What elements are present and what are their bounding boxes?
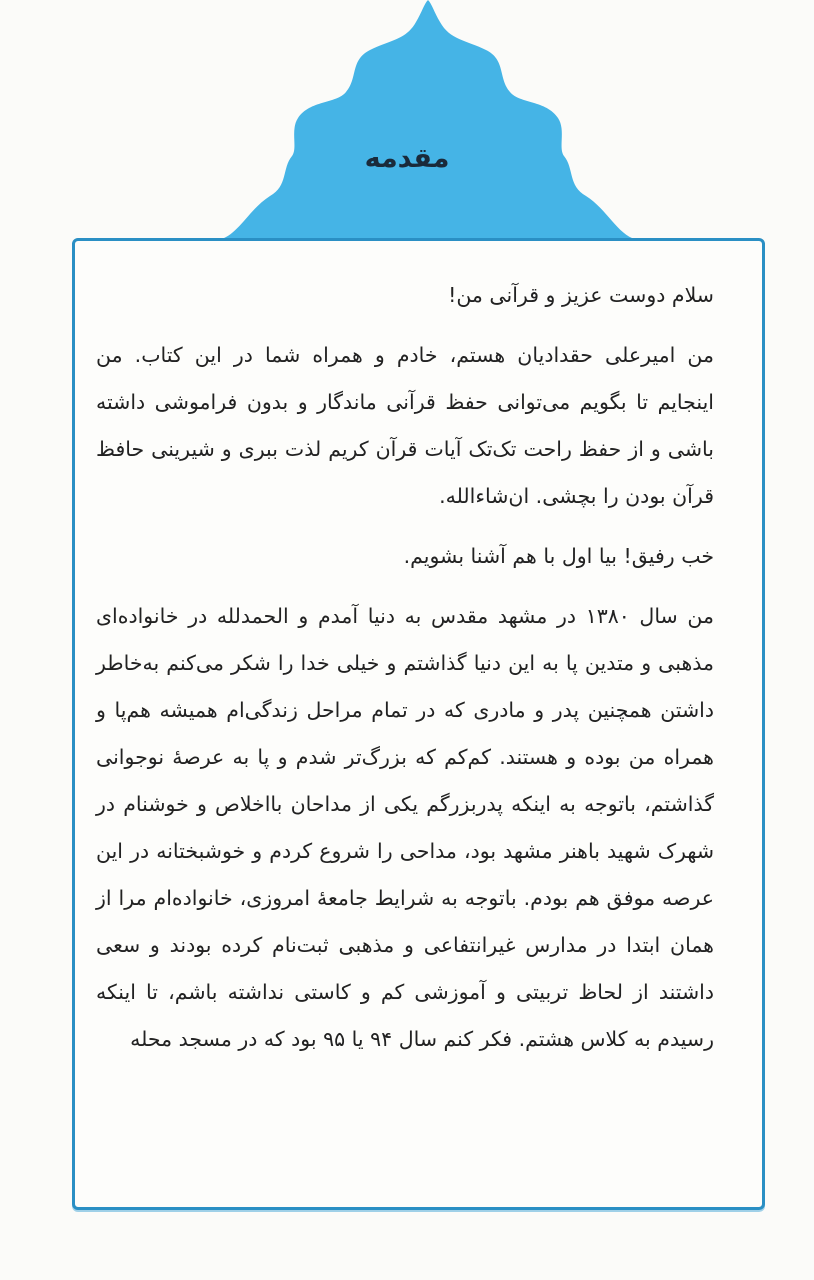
page-title: مقدمه (364, 143, 450, 174)
dome-header-ornament (218, 0, 638, 250)
body-text (96, 272, 714, 1076)
paragraph-introduction: من امیرعلی حقدادیان هستم، خادم و همراه شما در این کتاب. من اینجایم تا بگویم می‌توانی حفظ قرآنی ماندگار و بدون فراموشی داشته باشی و از حفظ راحت تک‌تک آیات قرآن کریم لذت ببری و شیرینی حافظ قرآن بودن را بچشی. ان‌شاءالله. (96, 343, 714, 508)
paragraph-lets-meet: خب رفیق! بیا اول با هم آشنا بشویم. (403, 544, 714, 568)
dome-shape (218, 0, 638, 240)
paragraph-greeting: سلام دوست عزیز و قرآنی من! (448, 283, 714, 307)
paragraph-biography: من سال ۱۳۸۰ در مشهد مقدس به دنیا آمدم و الحمدلله در خانواده‌ای مذهبی و متدین پا به این دنیا گذاشتم و خیلی خدا را شکر می‌کنم به‌خاطر داشتن همچنین پدر و مادری که در تمام مراحل زندگی‌ام همیشه هم‌پا و همراه من بوده و هستند. کم‌کم که بزرگ‌تر شدم و پا به عرصهٔ نوجوانی گذاشتم، باتوجه به اینکه پدربزرگم یکی از مداحان بااخلاص و خوشنام در شهرک شهید باهنر مشهد بود، مداحی را شروع کردم و خوشبختانه در این عرصه موفق هم بودم. باتوجه به شرایط جامعهٔ امروزی، خانواده‌ام مرا از همان ابتدا در مدارس غیرانتفاعی و مذهبی ثبت‌نام کرده بودند و سعی داشتند از لحاظ تربیتی و آموزشی کم و کاستی نداشته باشم، تا اینکه رسیدم به کلاس هشتم. فکر کنم سال ۹۴ یا ۹۵ بود که در مسجد محله (96, 604, 714, 1051)
